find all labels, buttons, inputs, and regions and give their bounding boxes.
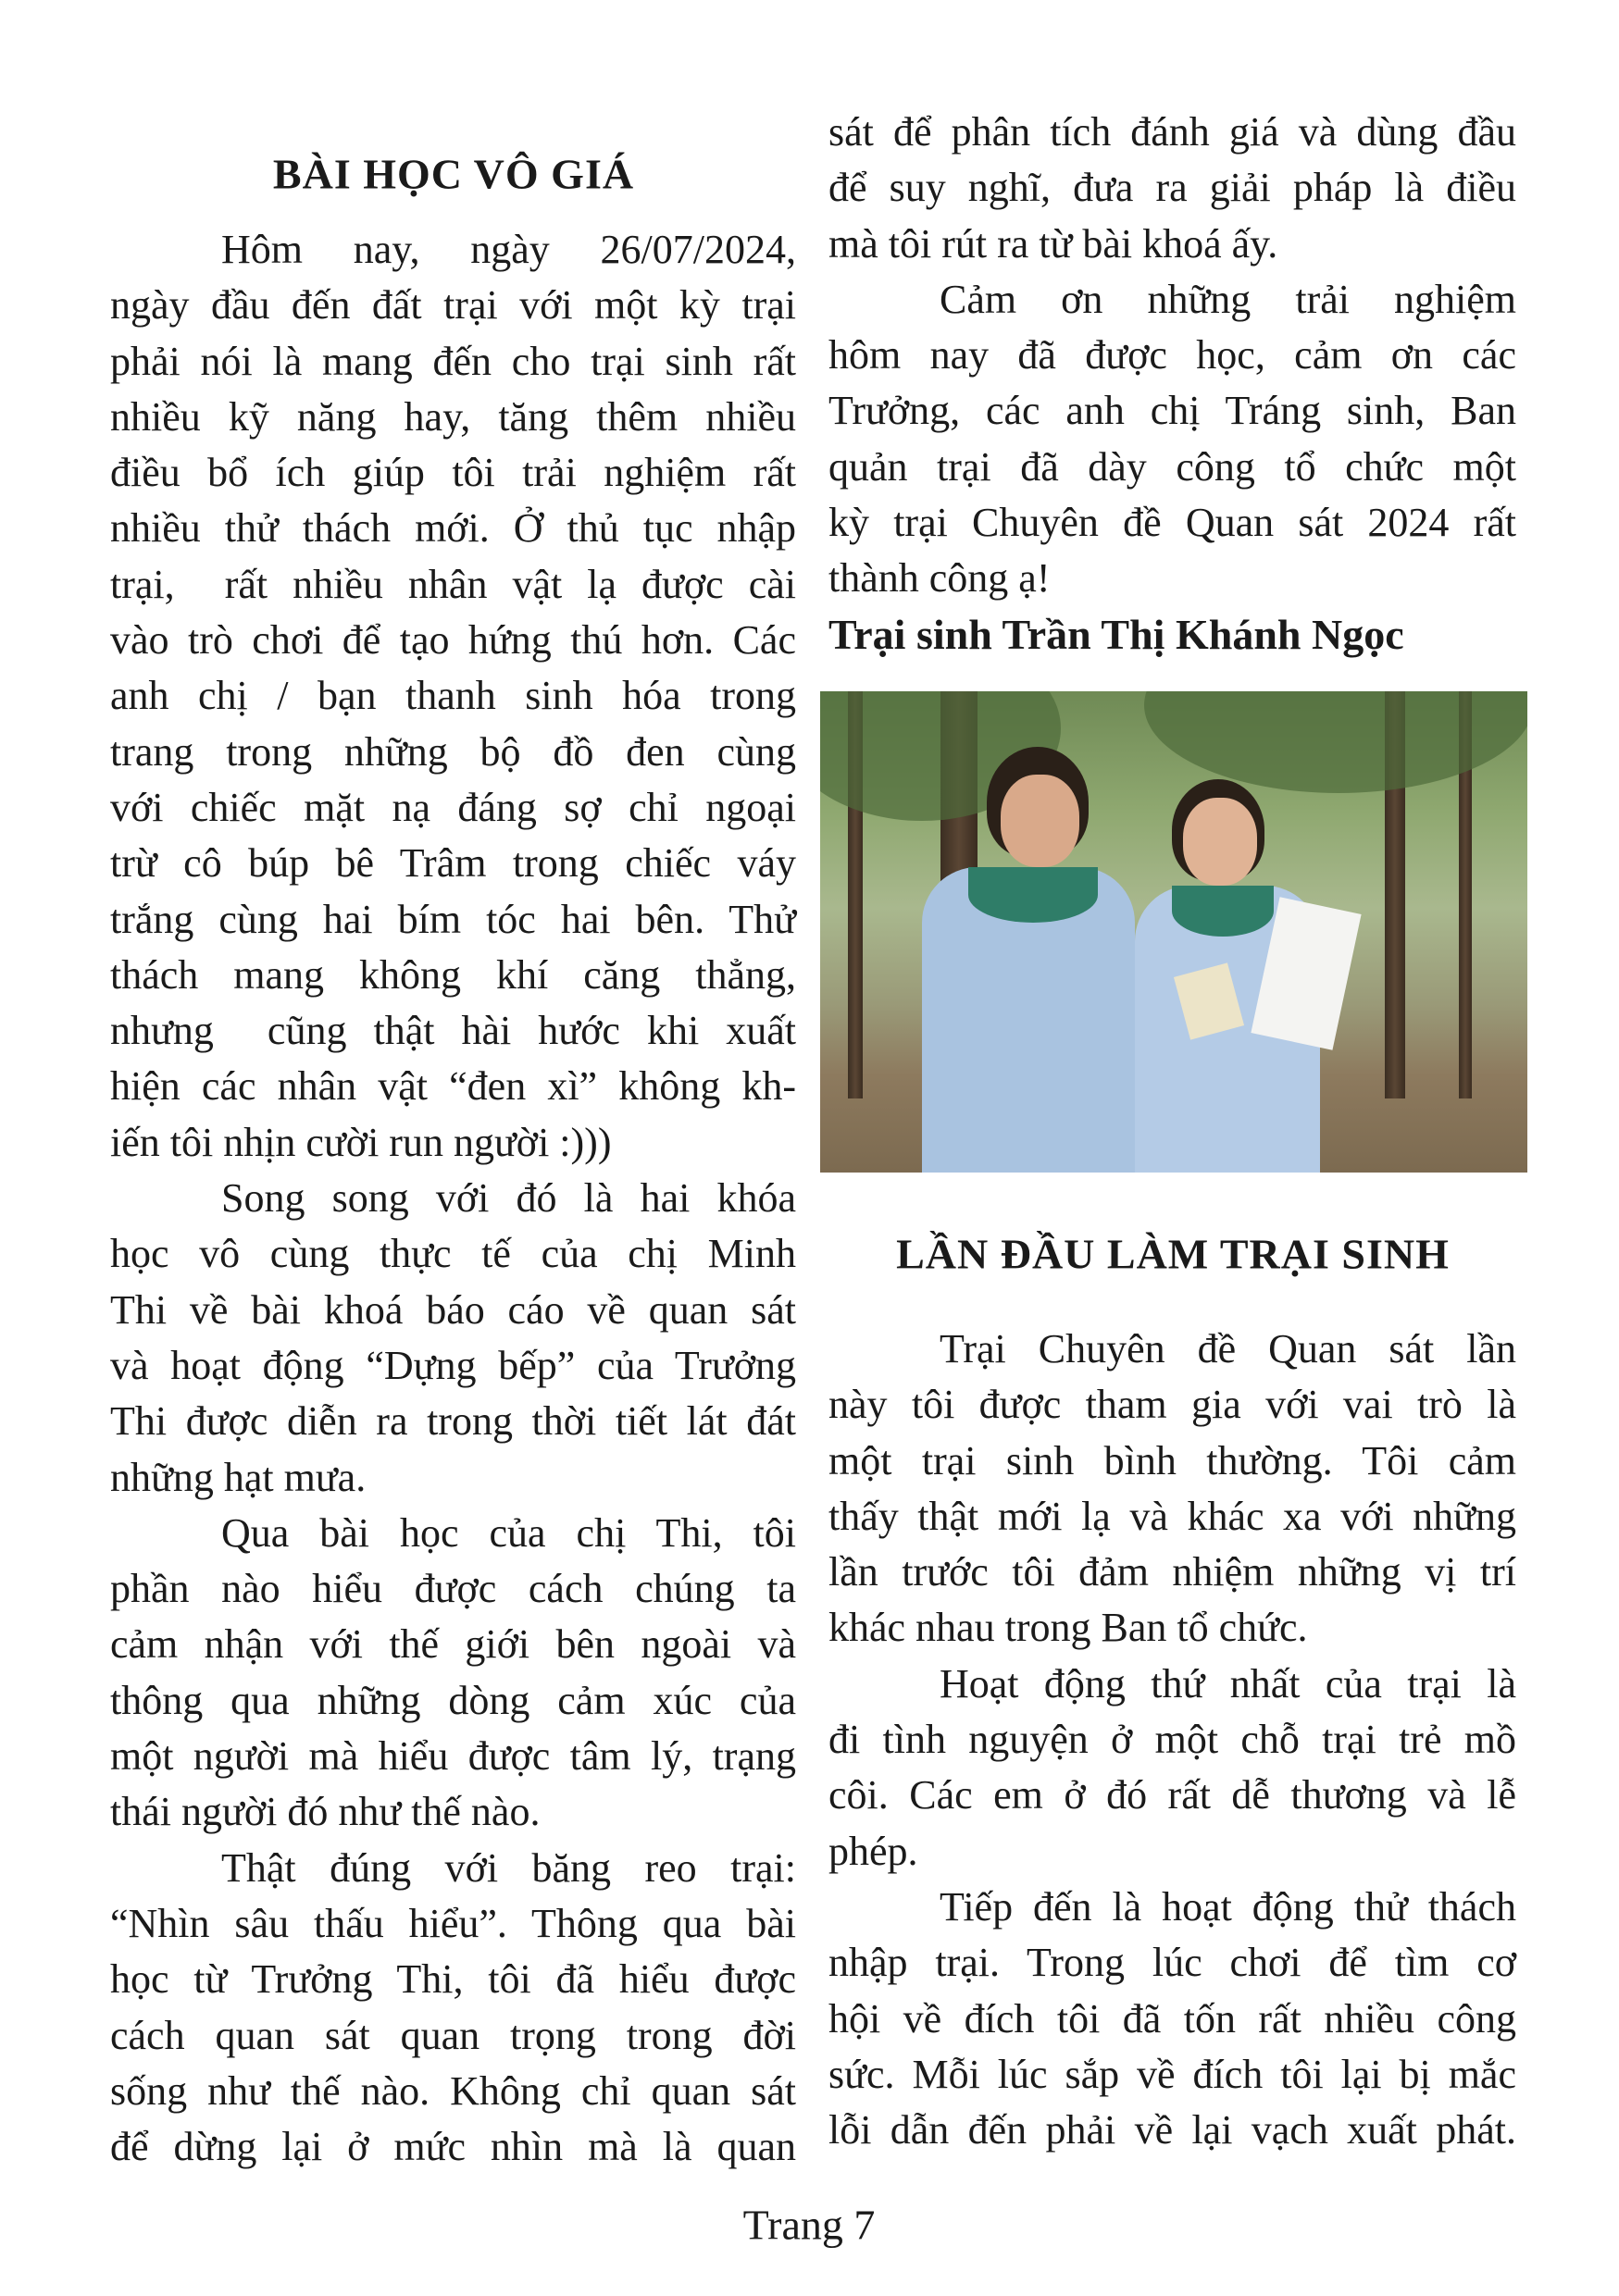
text-line: trại, rất nhiều nhân vật lạ được cài [110,561,796,607]
text-line: học từ Trưởng Thi, tôi đã hiểu được [110,1956,796,2003]
text-line: vào trò chơi để tạo hứng thú hơn. Các [110,617,796,664]
text-line: anh chị / bạn thanh sinh hóa trong [110,673,796,719]
photo-two-campers-reading [820,691,1527,1173]
text-line: cách quan sát quan trọng trong đời [110,2012,796,2058]
text-line: Tiếp đến là hoạt động thử thách [940,1883,1516,1930]
text-line: ngày đầu đến đất trại với một kỳ trại [110,282,796,329]
text-line: thách mang không khí căng thẳng, [110,951,796,998]
article1-left-column [110,222,796,2175]
text-line: hiện các nhân vật “đen xì” không kh- [110,1063,796,1110]
text-line: cảm nhận với thế giới bên ngoài và [110,1621,796,1668]
text-line: Thi được diễn ra trong thời tiết lát đát [110,1398,796,1445]
text-line: Cảm ơn những trải nghiệm [940,276,1516,322]
text-line: nhập trại. Trong lúc chơi để tìm cơ [828,1940,1516,1986]
text-line: sức. Mỗi lúc sắp về đích tôi lại bị mắc [828,2051,1516,2097]
text-line: học vô cùng thực tế của chị Minh [110,1231,796,1277]
author-signature: Trại sinh Trần Thị Khánh Ngọc [828,610,1404,658]
text-line: hội về đích tôi đã tốn rất nhiều công [828,1995,1516,2042]
text-line: côi. Các em ở đó rất dễ thương và lễ [828,1772,1516,1818]
text-line: nhưng cũng thật hài hước khi xuất [110,1008,796,1054]
text-line: phải nói là mang đến cho trại sinh rất [110,338,796,384]
text-line: quản trại đã dày công tổ chức một [828,443,1516,490]
text-line: Thi về bài khoá báo cáo về quan sát [110,1286,796,1333]
text-line: mà tôi rút ra từ bài khoá ấy. [828,220,1278,267]
text-line: và hoạt động “Dựng bếp” của Trưởng [110,1342,796,1388]
text-line: nhiều kỹ năng hay, tăng thêm nhiều [110,393,796,440]
text-line: sống như thế nào. Không chỉ quan sát [110,2067,796,2114]
text-line: Hoạt động thứ nhất của trại là [940,1660,1516,1706]
text-line: Qua bài học của chị Thi, tôi [221,1509,796,1556]
text-line: trang trong những bộ đồ đen cùng [110,728,796,775]
text-line: phần nào hiểu được cách chúng ta [110,1566,796,1612]
text-line: lần trước tôi đảm nhiệm những vị trí [828,1549,1516,1595]
text-line: thành công ạ! [828,555,1051,602]
text-line: kỳ trại Chuyên đề Quan sát 2024 rất [828,500,1516,546]
text-line: Hôm nay, ngày 26/07/2024, [221,227,796,272]
text-line: trắng cùng hai bím tóc hai bên. Thử [110,896,796,942]
text-line: một trại sinh bình thường. Tôi cảm [828,1437,1516,1483]
text-line: để dừng lại ở mức nhìn mà là quan [110,2124,796,2170]
text-line: nhiều thử thách mới. Ở thủ tục nhập [110,505,796,552]
text-line: một người mà hiểu được tâm lý, trạng [110,1733,796,1780]
text-line: Trưởng, các anh chị Tráng sinh, Ban [828,388,1516,434]
text-line: thông qua những dòng cảm xúc của [110,1677,796,1723]
text-line: khác nhau trong Ban tổ chức. [828,1605,1308,1651]
article-title: LẦN ĐẦU LÀM TRẠI SINH [896,1230,1450,1278]
text-line: này tôi được tham gia với vai trò là [828,1382,1516,1428]
text-line: lỗi dẫn đến phải về lại vạch xuất phát. [828,2107,1516,2153]
text-line: hôm nay đã được học, cảm ơn các [828,332,1516,379]
text-line: Thật đúng với băng reo trại: [221,1844,796,1891]
article1-right-column [828,105,1516,663]
text-line: thái người đó như thế nào. [110,1789,541,1835]
text-line: “Nhìn sâu thấu hiểu”. Thông qua bài [110,1900,796,1946]
page-number: Trang 7 [742,2201,876,2249]
text-line: đi tình nguyện ở một chỗ trại trẻ mồ [828,1717,1516,1763]
article2-column [828,1322,1516,2158]
text-line: sát để phân tích đánh giá và dùng đầu [828,109,1516,155]
text-line: iến tôi nhịn cười run người :))) [110,1119,612,1165]
text-line: với chiếc mặt nạ đáng sợ chỉ ngoại [110,784,796,830]
text-line: điều bổ ích giúp tôi trải nghiệm rất [110,450,796,496]
text-line: trừ cô búp bê Trâm trong chiếc váy [110,840,796,887]
text-line: phép. [828,1828,918,1874]
text-line: Song song với đó là hai khóa [221,1175,796,1222]
text-line: thấy thật mới lạ và khác xa với những [828,1493,1516,1539]
text-line: Trại Chuyên đề Quan sát lần [940,1326,1516,1371]
text-line: những hạt mưa. [110,1454,367,1500]
article-title: BÀI HỌC VÔ GIÁ [272,150,635,198]
text-line: để suy nghĩ, đưa ra giải pháp là điều [828,165,1516,211]
